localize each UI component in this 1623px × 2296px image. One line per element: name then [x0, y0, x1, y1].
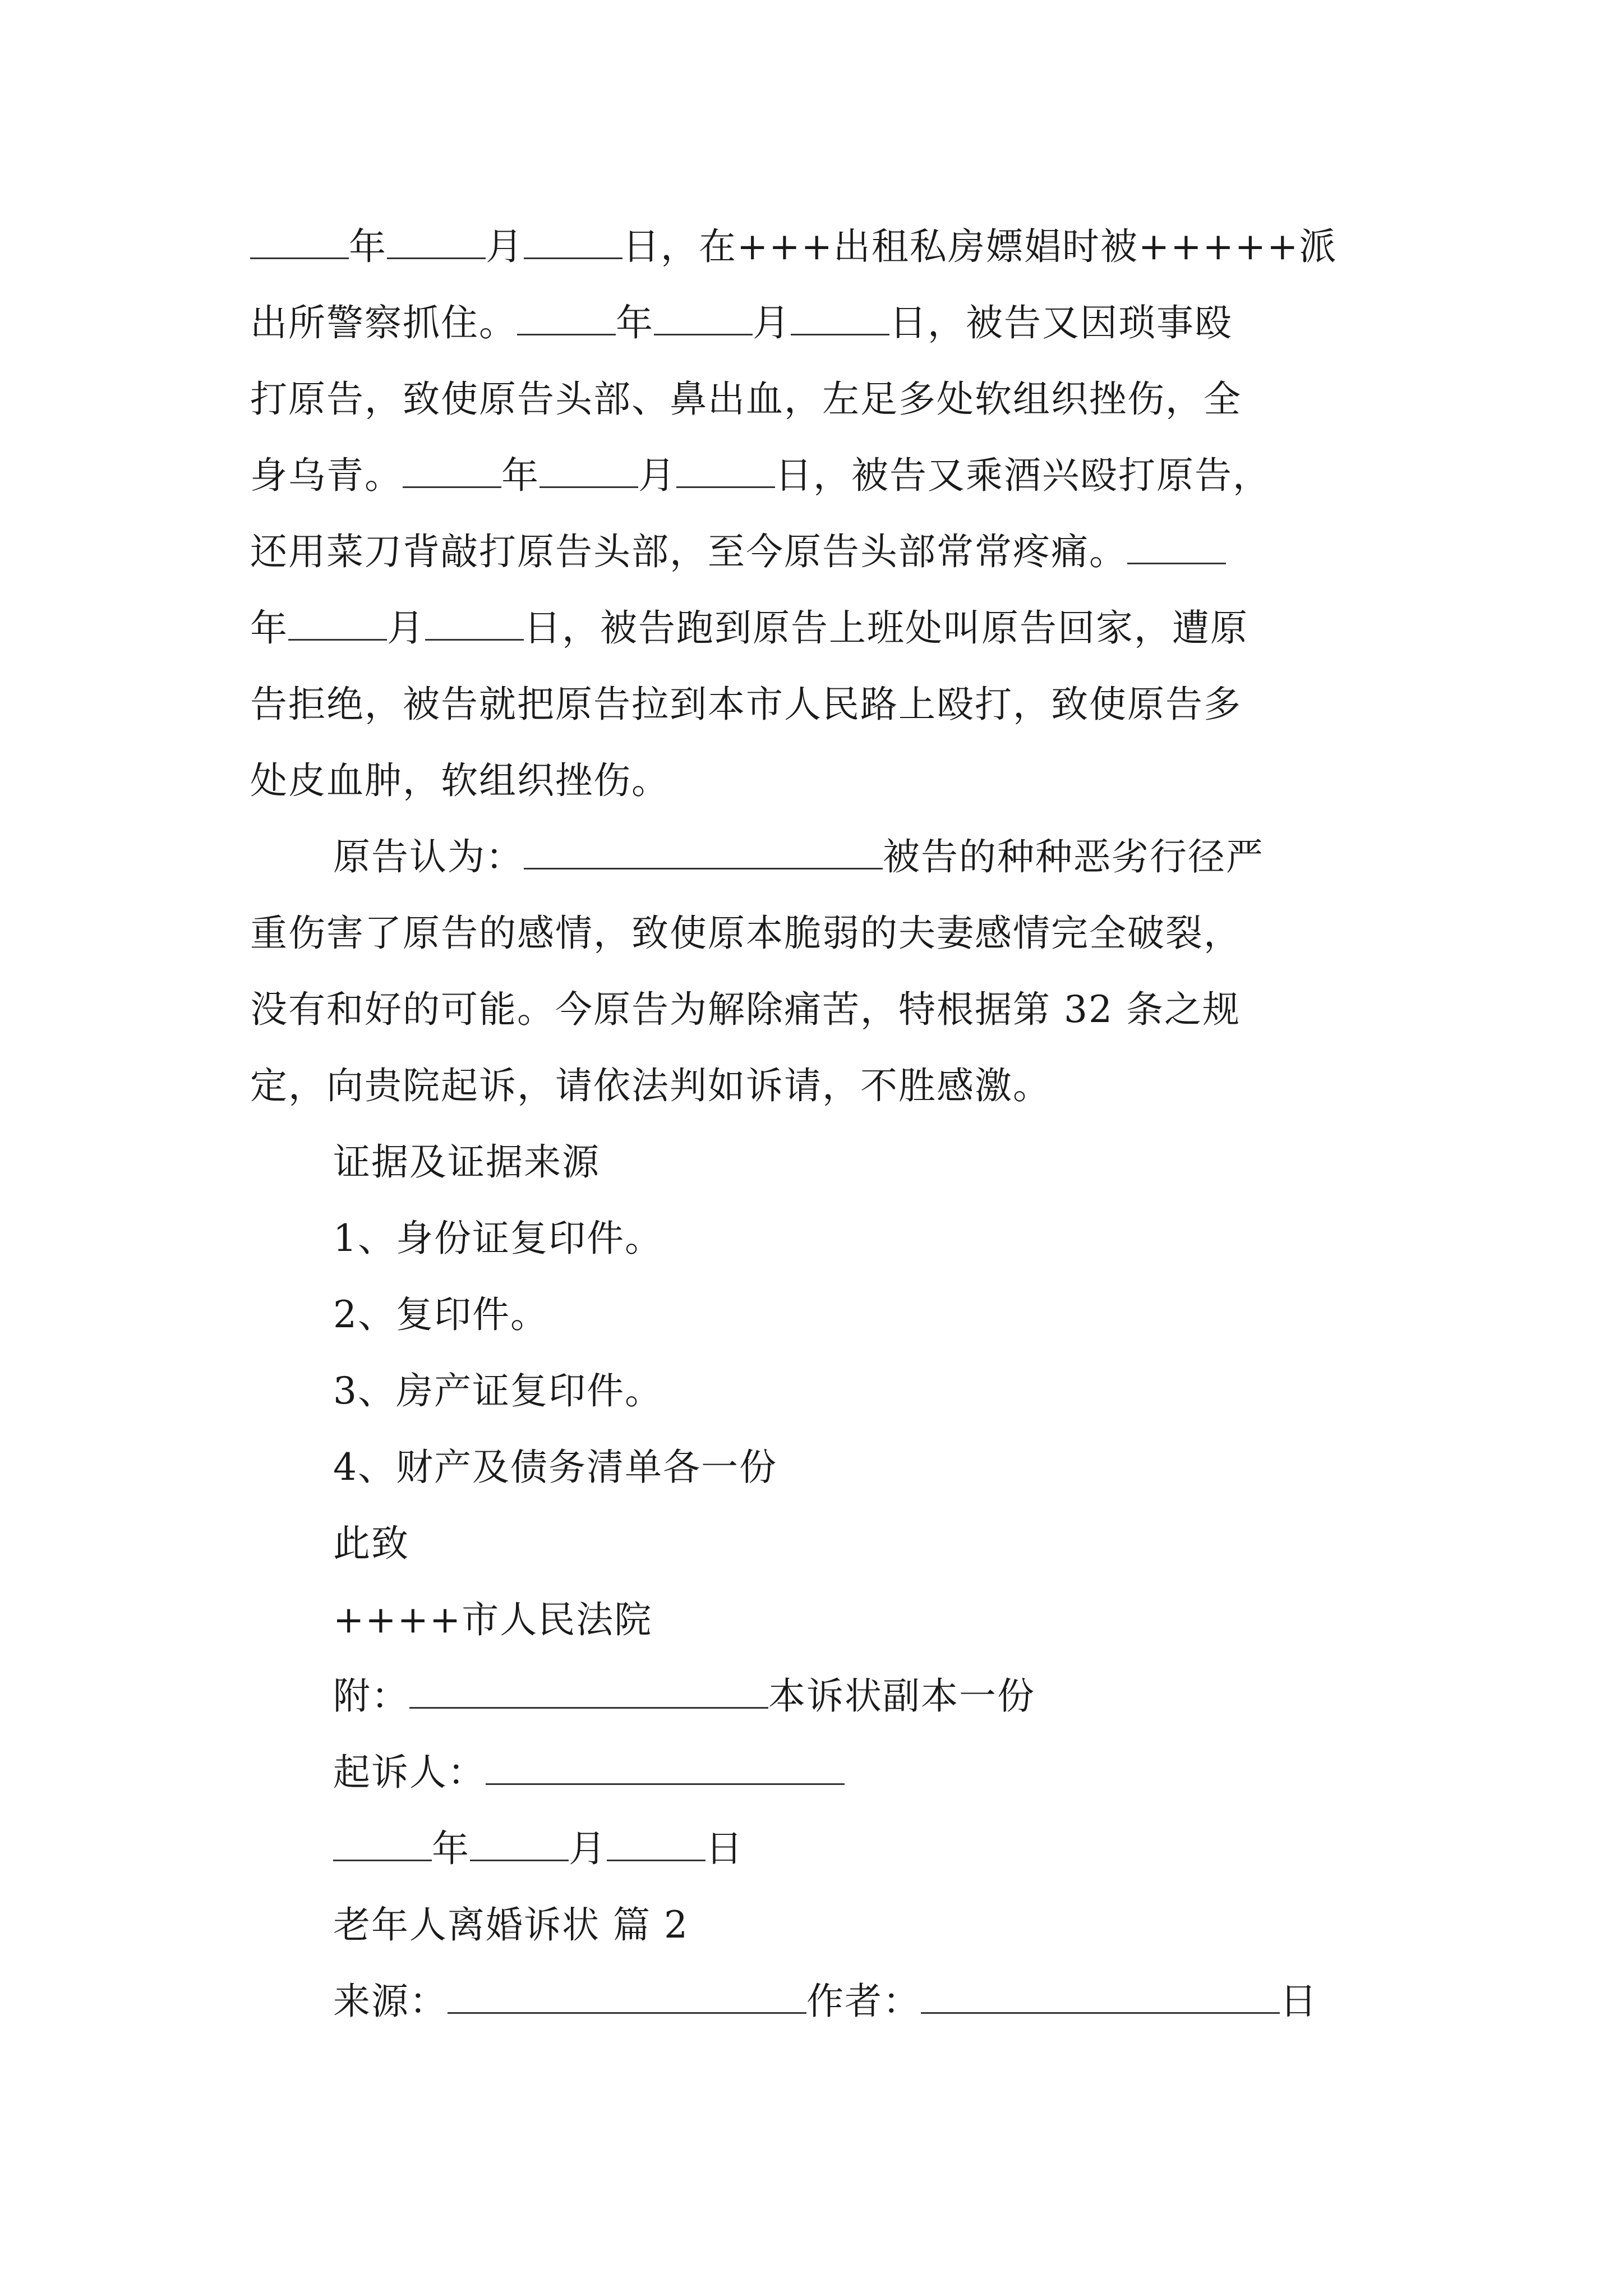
- blank-field: [524, 226, 623, 259]
- blank-field: [791, 302, 889, 335]
- text-line: [250, 438, 1394, 514]
- blank-field: [654, 302, 753, 335]
- blank-field: [425, 608, 524, 641]
- source-line: [250, 1963, 1394, 2040]
- text-line: 没有和好的可能。今原告为解除痛苦，特根据第 32 条之规: [250, 988, 1241, 1031]
- date-month: 月: [569, 1827, 607, 1870]
- author-label: 作者：: [806, 1980, 921, 2023]
- blank-field: [1127, 531, 1226, 564]
- text-line: [250, 819, 1394, 895]
- text-fragment: 日，被告又乘酒兴殴打原告，: [775, 454, 1271, 497]
- text-fragment: 月: [387, 606, 425, 650]
- blank-field: [403, 455, 501, 488]
- text-line: 处皮血肿，软组织挫伤。: [250, 759, 670, 802]
- text-line: 重伤害了原告的感情，致使原本脆弱的夫妻感情完全破裂，: [250, 912, 1242, 955]
- evidence-heading: 证据及证据来源: [333, 1140, 600, 1184]
- closing-line: 此致: [333, 1522, 409, 1565]
- plaintiff-label: 起诉人：: [333, 1751, 486, 1794]
- text-line: 定，向贵院起诉，请依法判如诉请，不胜感激。: [250, 1064, 1051, 1107]
- date-day: 日: [706, 1827, 744, 1870]
- blank-field: [540, 455, 638, 488]
- document-body: [250, 209, 1394, 2040]
- blank-field: [524, 836, 883, 869]
- text-line: 告拒绝，被告就把原告拉到本市人民路上殴打，致使原告多: [250, 683, 1242, 726]
- blank-field: [288, 608, 387, 641]
- blank-field: [409, 1676, 768, 1709]
- blank-field: [448, 1981, 806, 2014]
- source-label: 来源：: [333, 1980, 448, 2023]
- text-fragment: 年: [501, 454, 540, 497]
- blank-field: [486, 1752, 845, 1785]
- blank-field: [921, 1981, 1280, 2014]
- text-fragment: 还用菜刀背敲打原告头部，至今原告头部常常疼痛。: [250, 530, 1127, 573]
- text-fragment: 日，在+++出租私房嫖娼时被+++++派: [623, 225, 1338, 268]
- attachment-text: 本诉状副本一份: [768, 1674, 1035, 1718]
- text-fragment: 原告认为：: [333, 835, 524, 878]
- text-fragment: 出所警察抓住。: [250, 301, 517, 344]
- evidence-item: 1、身份证复印件。: [333, 1217, 663, 1260]
- text-fragment: 年: [616, 301, 654, 344]
- blank-field: [607, 1828, 706, 1861]
- plaintiff-line: [250, 1734, 1394, 1811]
- blank-field: [676, 455, 775, 488]
- court-name: ++++市人民法院: [333, 1598, 653, 1641]
- text-fragment: 被告的种种恶劣行径严: [883, 835, 1264, 878]
- text-fragment: 月: [753, 301, 791, 344]
- section-title: 老年人离婚诉状 篇 2: [333, 1903, 689, 1947]
- date-year: 年: [432, 1827, 470, 1870]
- attachment-label: 附：: [333, 1674, 409, 1718]
- blank-field: [387, 226, 486, 259]
- text-line: [250, 285, 1394, 361]
- text-line: 打原告，致使原告头部、鼻出血，左足多处软组织挫伤，全: [250, 378, 1242, 421]
- date-line: [250, 1811, 1394, 1887]
- text-fragment: 月: [638, 454, 676, 497]
- text-line: [250, 514, 1394, 590]
- blank-field: [333, 1828, 432, 1861]
- text-line: [250, 209, 1394, 285]
- text-fragment: 年: [349, 225, 387, 268]
- text-line: [250, 590, 1394, 666]
- evidence-item: 4、财产及债务清单各一份: [333, 1446, 777, 1489]
- day-label: 日: [1280, 1980, 1318, 2023]
- text-fragment: 年: [250, 606, 288, 650]
- text-fragment: 月: [486, 225, 524, 268]
- attachment-line: [250, 1658, 1394, 1734]
- evidence-item: 3、房产证复印件。: [333, 1369, 663, 1412]
- blank-field: [470, 1828, 569, 1861]
- text-fragment: 日，被告跑到原告上班处叫原告回家，遭原: [524, 606, 1248, 650]
- evidence-item: 2、复印件。: [333, 1293, 548, 1336]
- blank-field: [517, 302, 616, 335]
- text-fragment: 日，被告又因琐事殴: [889, 301, 1233, 344]
- blank-field: [250, 226, 349, 259]
- text-fragment: 身乌青。: [250, 454, 403, 497]
